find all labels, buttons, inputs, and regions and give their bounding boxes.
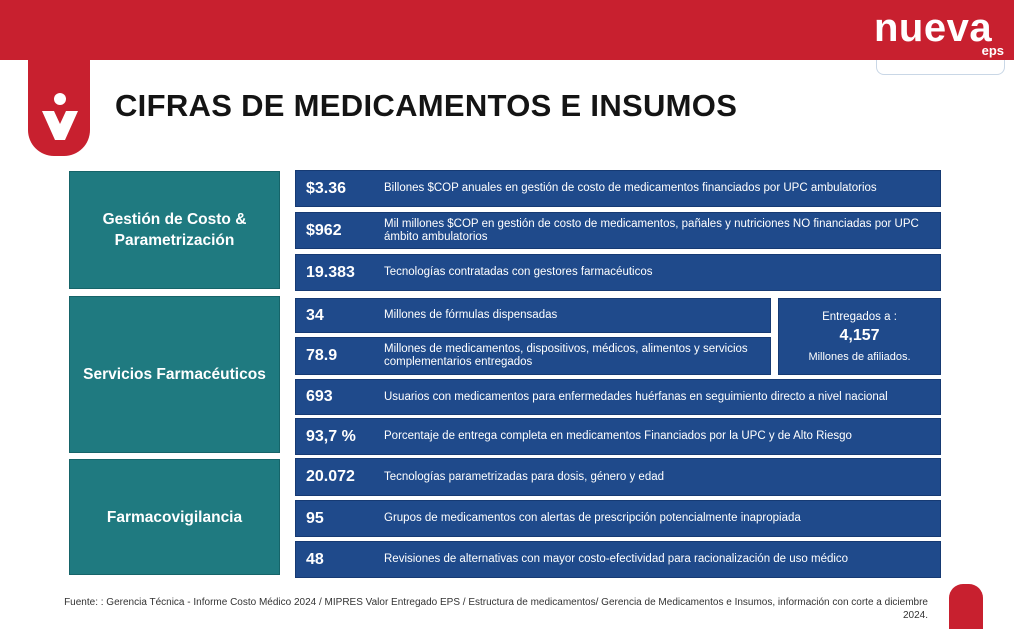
metric-description: Usuarios con medicamentos para enfermedades huérfanas en seguimiento directo a nivel nacional (384, 390, 888, 403)
metric-row (295, 418, 941, 455)
metric-description: Billones $COP anuales en gestión de costo de medicamentos financiados por UPC ambulatorios (384, 182, 877, 194)
metric-row (295, 458, 941, 496)
metric-row (295, 212, 941, 249)
logo-underline (876, 60, 1005, 75)
metric-row (295, 298, 771, 333)
metric-row (295, 170, 941, 207)
metric-description: Revisiones de alternativas con mayor costo-efectividad para racionalización de uso médico (384, 553, 849, 565)
metric-value: $3.36 (306, 179, 347, 197)
metric-description: Grupos de medicamentos con alertas de prescripción potencialmente inapropiada (384, 512, 801, 524)
metric-value: $962 (306, 221, 342, 239)
nueva-eps-logo (874, 6, 1008, 60)
metric-row (295, 500, 941, 537)
metric-description: Millones de fórmulas dispensadas (384, 309, 558, 321)
metric-row (295, 541, 941, 578)
delivered-label: Entregados a : (822, 311, 897, 323)
metric-row (295, 254, 941, 291)
category-gestion-costo (69, 171, 280, 289)
metric-row (295, 379, 941, 415)
delivered-summary-box (778, 298, 941, 375)
corner-tab (949, 584, 983, 629)
source-footnote: Fuente: : Gerencia Técnica - Informe Costo Médico 2024 / MIPRES Valor Entregado EPS / Estructura de medicamentos/ Gerencia de Medicamentos e Insumos, información con corte a diciembre 2024. (64, 597, 928, 621)
nueva-v-icon (28, 60, 90, 156)
category-farmacovigilancia (69, 459, 280, 575)
metric-description: Tecnologías parametrizadas para dosis, género y edad (384, 470, 665, 483)
metric-value: 78.9 (306, 347, 338, 364)
category-label: Gestión de Costo & Parametrización (102, 211, 247, 249)
delivered-unit: Millones de afiliados. (808, 351, 911, 363)
metric-value: 20.072 (306, 468, 355, 485)
metric-description: Porcentaje de entrega completa en medicamentos Financiados por la UPC y de Alto Riesgo (384, 430, 852, 442)
category-label: Farmacovigilancia (106, 508, 243, 526)
metric-value: 693 (306, 388, 333, 405)
metric-description: Mil millones $COP en gestión de costo de medicamentos, pañales y nutriciones NO financiadas por UPC ámbito ambulatorios (384, 217, 919, 243)
delivered-value: 4,157 (839, 327, 880, 344)
metric-value: 48 (306, 550, 324, 568)
logo-wordmark: nueva (874, 6, 993, 50)
metric-value: 93,7 % (306, 427, 356, 445)
metric-description: Tecnologías contratadas con gestores farmacéuticos (384, 266, 653, 278)
logo-subtext: eps (981, 43, 1004, 58)
metric-value: 95 (306, 509, 324, 527)
brand-tab (28, 60, 90, 156)
metric-row (295, 337, 771, 375)
header-bar (0, 0, 1014, 60)
metric-value: 19.383 (306, 263, 355, 281)
category-servicios-farmaceuticos (69, 296, 280, 453)
category-label: Servicios Farmacéuticos (83, 366, 266, 383)
metric-description: Millones de medicamentos, dispositivos, médicos, alimentos y servicios complementarios entregados (384, 343, 748, 368)
metric-value: 34 (306, 306, 324, 324)
page-title: CIFRAS DE MEDICAMENTOS E INSUMOS (115, 88, 738, 123)
